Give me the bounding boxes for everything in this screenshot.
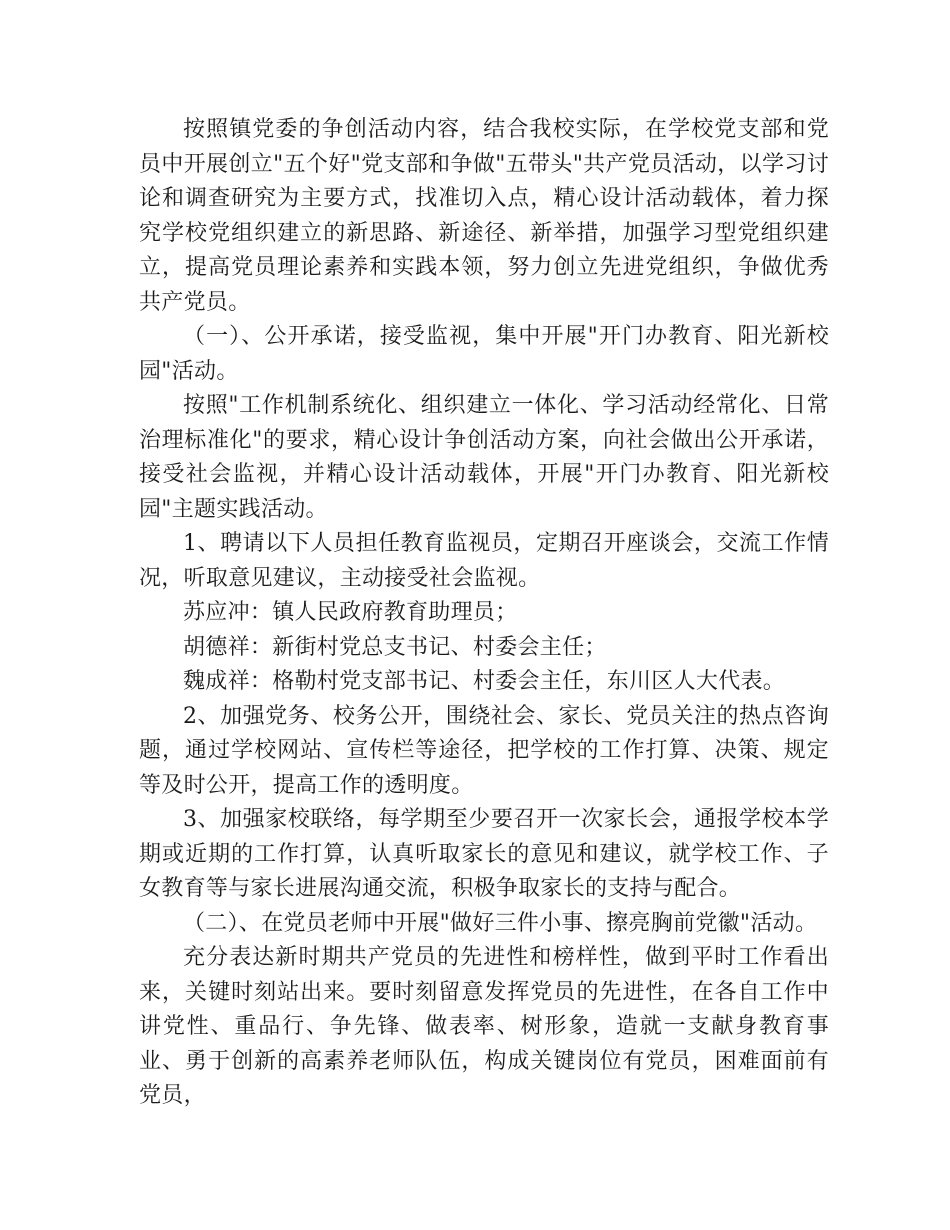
section-heading-1: （一）、公开承诺，接受监视，集中开展"开门办教育、阳光新校园"活动。: [139, 324, 829, 384]
supervisor-entry: 苏应冲：镇人民政府教育助理员；: [183, 600, 518, 625]
list-item-1: 1、聘请以下人员担任教育监视员，定期召开座谈会，交流工作情况，听取意见建议，主动接受社会监视。: [139, 531, 829, 591]
paragraph-section-2: 充分表达新时期共产党员的先进性和榜样性，做到平时工作看出来，关键时刻站出来。要时刻留意发挥党员的先进性，在各自工作中讲党性、重品行、争先锋、做表率、树形象，造就一支献身教育事业、勇于创新的高素养老师队伍，构成关键岗位有党员，困难面前有党员，: [139, 945, 829, 1108]
section-heading-2: （二）、在党员老师中开展"做好三件小事、擦亮胸前党徽"活动。: [183, 910, 818, 936]
document-body: [139, 113, 829, 1114]
paragraph-intro: 按照镇党委的争创活动内容，结合我校实际，在学校党支部和党员中开展创立"五个好"党支部和争做"五带头"共产党员活动，以学习讨论和调查研究为主要方式，找准切入点，精心设计活动载体，着力探究学校党组织建立的新思路、新途径、新举措，加强学习型党组织建立，提高党员理论素养和实践本领，努力创立先进党组织，争做优秀共产党员。: [139, 117, 829, 315]
supervisor-entry: 胡德祥：新街村党总支书记、村委会主任；: [183, 634, 607, 660]
list-item-2: 2、加强党务、校务公开，围绕社会、家长、党员关注的热点咨询题，通过学校网站、宣传栏等途径，把学校的工作打算、决策、规定等及时公开，提高工作的透明度。: [139, 703, 829, 798]
list-item-3: 3、加强家校联络，每学期至少要召开一次家长会，通报学校本学期或近期的工作打算，认真听取家长的意见和建议，就学校工作、子女教育等与家长进展沟通交流，积极争取家长的支持与配合。: [139, 807, 829, 901]
paragraph-section-1: 按照"工作机制系统化、组织建立一体化、学习活动经常化、日常治理标准化"的要求，精心设计争创活动方案，向社会做出公开承诺，接受社会监视，并精心设计活动载体，开展"开门办教育、阳光新校园"主题实践活动。: [139, 393, 829, 522]
supervisor-entry: 魏成祥：格勒村党支部书记、村委会主任，东川区人大代表。: [183, 669, 786, 694]
